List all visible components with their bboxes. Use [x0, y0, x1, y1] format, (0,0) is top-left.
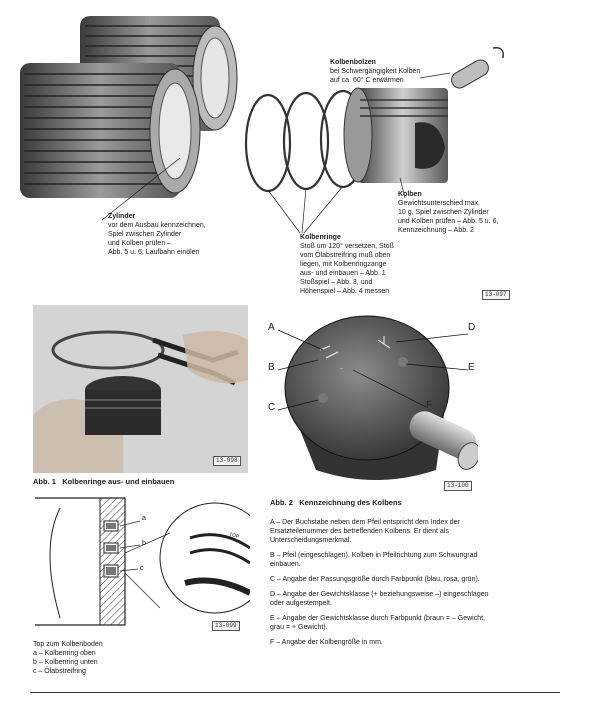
figure-ref-13-097: 13-097 [482, 290, 510, 300]
callout-line: Höhenspiel – Abb. 4 messen [300, 288, 390, 295]
callout-zylinder-title: Zylinder [108, 213, 136, 220]
callout-line: Spiel zwischen Zylinder [108, 231, 182, 238]
abb2-item-e: E – Angabe der Gewichtsklasse durch Farbpunkt (braun = – Gewicht, grau = + Gewicht). [270, 615, 485, 631]
ring-section-legend [33, 640, 103, 676]
callout-kolbenringe [300, 233, 394, 296]
callout-kolbenringe-title: Kolbenringe [300, 234, 341, 241]
callout-kolben-title: Kolben [398, 191, 422, 198]
callout-kolben [398, 190, 498, 235]
callout-line: und Kolben prüfen – Abb. 5 u. 6, [398, 218, 499, 225]
callout-line: Gewichtsunterschied max. [398, 200, 481, 207]
ring-section-figure [30, 493, 250, 633]
callout-line: 10 g, Spiel zwischen Zylinder [398, 209, 489, 216]
page-bottom-rule [30, 692, 560, 693]
callout-line: bei Schwergängigkeit Kolben [330, 68, 421, 75]
abb1-caption-num: Abb. 1 [33, 477, 56, 486]
abb2-letter-d: D [468, 322, 476, 333]
legend-line: a – Kolbenring oben [33, 650, 96, 657]
callout-line: Stoß um 120° versetzen, Stoß [300, 243, 394, 250]
abb2-item-b: B – Pfeil (eingeschlagen). Kolben in Pfeilrichtung zum Schwungrad einbauen. [270, 552, 478, 568]
abb2-letter-f: F [426, 400, 433, 411]
piston-pin [449, 48, 504, 91]
callout-line: auf ca. 60° C erwärmen [330, 77, 404, 84]
callout-kolbenbolzen-title: Kolbenbolzen [330, 59, 376, 66]
abb2-item-d: D – Angabe der Gewichtsklasse (+ beziehungsweise –) eingeschlagen oder aufgestempelt. [270, 591, 489, 607]
abb2-item-c: C – Angabe der Passungsgröße durch Farbpunkt (blau, rosa, grün). [270, 576, 480, 583]
top-marking-label: TOP [228, 531, 240, 541]
callout-line: Abb. 5 u. 6, Laufbahn einölen [108, 249, 200, 256]
legend-line: c – Ölabstreifring [33, 668, 86, 675]
abb1-photo [33, 305, 248, 473]
ring-label-c: c [140, 565, 144, 572]
abb2-drawing [268, 310, 478, 492]
exploded-view-figure [10, 8, 510, 308]
abb2-letter-a: A [268, 322, 275, 333]
callout-line: vor dem Ausbau kennzeichnen, [108, 222, 206, 229]
callout-zylinder [108, 212, 206, 257]
callout-line: und Kolben prüfen – [108, 240, 172, 247]
callout-line: aus- und einbauen – Abb. 1 [300, 270, 386, 277]
legend-line: Top zum Kolbenboden [33, 641, 103, 648]
abb2-letter-e: E [468, 362, 475, 373]
callout-line: Stoßspiel – Abb. 3, und [300, 279, 373, 286]
callout-kolbenbolzen [330, 58, 420, 85]
abb2-item-a: A – Der Buchstabe neben dem Pfeil entspricht dem Index der Ersatzteilenummer des betreffenden Kolbens. Er dient als Unterscheidungsmerkmal. [270, 519, 460, 544]
exploded-view-drawing [10, 8, 510, 308]
abb2-figure [268, 310, 478, 492]
ring-section-drawing [30, 493, 250, 633]
abb2-caption-text: Kennzeichnung des Kolbens [299, 498, 402, 507]
piston [344, 88, 448, 183]
figure-ref-13-098: 13-098 [213, 456, 241, 466]
abb1-caption-text: Kolbenringe aus- und einbauen [62, 477, 175, 486]
figure-ref-13-099: 13-099 [212, 621, 240, 631]
ring-label-a: a [142, 515, 146, 522]
legend-line: b – Kolbenring unten [33, 659, 98, 666]
ring-label-b: b [142, 540, 146, 547]
callout-line: Kennzeichnung – Abb. 2 [398, 227, 474, 234]
abb1-drawing [33, 305, 248, 473]
abb2-item-list [270, 518, 500, 653]
figure-ref-13-100: 13-100 [444, 481, 472, 491]
abb2-caption [270, 498, 402, 508]
abb2-letter-b: B [268, 362, 275, 373]
callout-line: vom Ölabstreifring muß oben [300, 252, 391, 259]
callout-line: liegen, mit Kolbenringzange [300, 261, 387, 268]
cylinder-front [20, 63, 200, 198]
svg-text:—: — [340, 366, 344, 372]
abb2-item-f: F – Angabe der Kolbengröße in mm. [270, 639, 383, 646]
abb1-caption [33, 477, 174, 487]
abb2-caption-num: Abb. 2 [270, 498, 293, 507]
abb2-letter-c: C [268, 402, 276, 413]
